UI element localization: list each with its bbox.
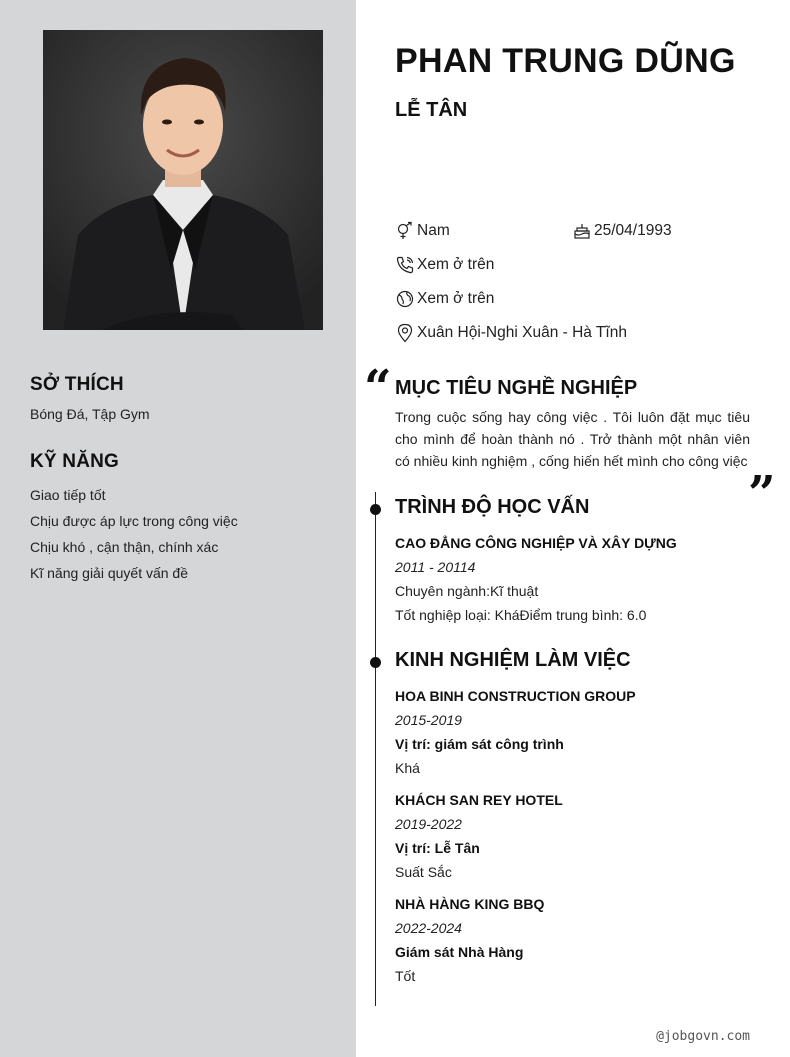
birthdate-value: 25/04/1993 (594, 222, 672, 239)
objective-section (395, 377, 750, 472)
header (395, 42, 755, 122)
timeline-line (375, 492, 376, 1006)
job-period: 2022-2024 (395, 920, 462, 936)
phone-value: Xem ở trên (417, 256, 495, 273)
job-result: Khá (395, 760, 420, 776)
education-period: 2011 - 20114 (395, 559, 476, 575)
skills-section (30, 451, 330, 586)
education-title: TRÌNH ĐỘ HỌC VẤN (395, 496, 590, 518)
open-quote-icon: “ (364, 360, 392, 416)
job-position: Vị trí: Lễ Tân (395, 840, 480, 856)
candidate-role: LỄ TÂN (395, 99, 468, 121)
gender-row (395, 221, 450, 241)
job-position: Giám sát Nhà Hàng (395, 944, 524, 960)
education-major: Chuyên ngành:Kĩ thuật (395, 583, 539, 599)
close-quote-icon: ” (748, 466, 776, 522)
skill-item: Giao tiếp tốt (30, 487, 106, 503)
phone-row (395, 255, 494, 275)
hobbies-section (30, 374, 330, 422)
timeline-dot (370, 657, 381, 668)
job-company: NHÀ HÀNG KING BBQ (395, 896, 545, 912)
education-grade: Tốt nghiệp loại: KháĐiểm trung bình: 6.0 (395, 607, 647, 623)
website-row (395, 289, 494, 309)
address-value: Xuân Hội-Nghi Xuân - Hà Tĩnh (417, 324, 627, 341)
gender-icon (395, 221, 415, 241)
candidate-name: PHAN TRUNG DŨNG (395, 42, 736, 80)
timeline-dot (370, 504, 381, 515)
job-company: HOA BINH CONSTRUCTION GROUP (395, 688, 636, 704)
education-school: CAO ĐẲNG CÔNG NGHIỆP VÀ XÂY DỰNG (395, 535, 677, 551)
website-value: Xem ở trên (417, 290, 495, 307)
hobbies-text: Bóng Đá, Tập Gym (30, 406, 150, 422)
skill-item: Chịu được áp lực trong công việc (30, 513, 238, 529)
hobbies-title: SỞ THÍCH (30, 374, 124, 395)
address-row (395, 323, 627, 343)
birthdate-row (572, 221, 672, 241)
skill-item: Kĩ năng giải quyết vấn đề (30, 565, 189, 581)
job-company: KHÁCH SAN REY HOTEL (395, 792, 563, 808)
gender-value: Nam (417, 222, 450, 239)
objective-line: có nhiều kinh nghiệm , cống hiến hết mình cho công việc (395, 453, 748, 469)
job-result: Suất Sắc (395, 864, 452, 880)
objective-line: cho mình để hoàn thành nó . Trở thành một nhân viên (395, 431, 750, 447)
job-period: 2015-2019 (395, 712, 462, 728)
job-period: 2019-2022 (395, 816, 462, 832)
phone-icon (395, 255, 415, 275)
objective-line: Trong cuộc sống hay công việc . Tôi luôn đặt mục tiêu (395, 409, 750, 425)
skill-item: Chịu khó , cận thận, chính xác (30, 539, 219, 555)
experience-title: KINH NGHIỆM LÀM VIỆC (395, 649, 631, 671)
globe-icon (395, 289, 415, 309)
job-position: Vị trí: giám sát công trình (395, 736, 564, 752)
cake-icon (572, 221, 592, 241)
footer-watermark: @jobgovn.com (656, 1029, 750, 1044)
profile-photo (43, 30, 323, 330)
skills-title: KỸ NĂNG (30, 451, 120, 472)
location-pin-icon (395, 323, 415, 343)
job-result: Tốt (395, 968, 416, 984)
objective-title: MỤC TIÊU NGHỀ NGHIỆP (395, 377, 638, 399)
